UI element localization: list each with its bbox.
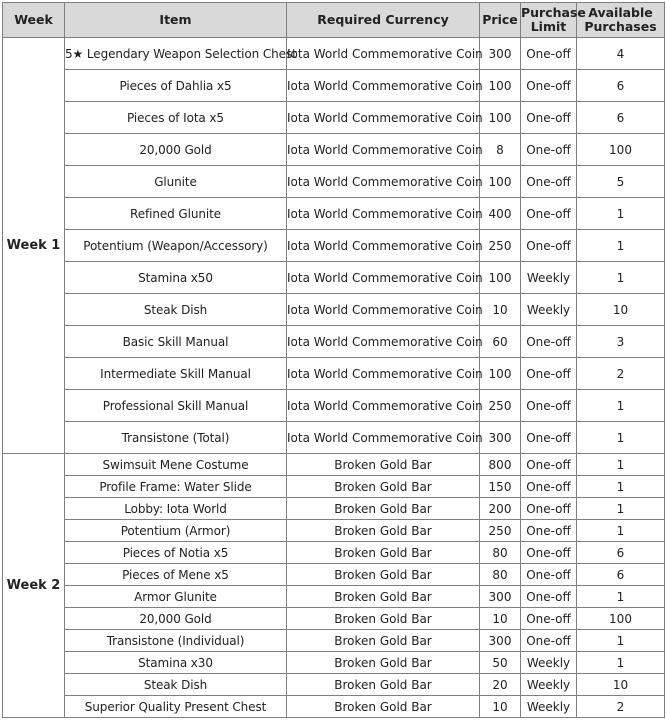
price-cell: 400 [480,198,521,230]
header-week: Week [3,3,65,38]
available-cell: 1 [577,390,665,422]
available-cell: 100 [577,608,665,630]
price-cell: 250 [480,230,521,262]
item-cell: Pieces of Iota x5 [65,102,287,134]
table-row [3,70,665,102]
table-row [3,586,665,608]
item-cell: Transistone (Total) [65,422,287,454]
limit-cell: Weekly [521,674,577,696]
table-row [3,476,665,498]
header-available-line2: Purchases [584,19,657,34]
item-cell: Steak Dish [65,674,287,696]
table-row [3,674,665,696]
table-row [3,134,665,166]
item-cell: Intermediate Skill Manual [65,358,287,390]
currency-cell: Broken Gold Bar [287,520,480,542]
price-cell: 8 [480,134,521,166]
limit-cell: One-off [521,198,577,230]
currency-cell: Iota World Commemorative Coin [287,38,480,70]
item-cell: Superior Quality Present Chest [65,696,287,718]
available-cell: 1 [577,262,665,294]
currency-cell: Iota World Commemorative Coin [287,262,480,294]
limit-cell: One-off [521,70,577,102]
available-cell: 3 [577,326,665,358]
limit-cell: One-off [521,608,577,630]
available-cell: 1 [577,454,665,476]
header-limit [521,3,586,38]
available-cell: 1 [577,498,665,520]
limit-cell: One-off [521,326,577,358]
price-cell: 10 [480,294,521,326]
price-cell: 150 [480,476,521,498]
item-cell: Lobby: Iota World [65,498,287,520]
price-cell: 80 [480,542,521,564]
limit-cell: One-off [521,134,577,166]
table-row [3,326,665,358]
available-cell: 100 [577,134,665,166]
table-row [3,542,665,564]
item-cell: 20,000 Gold [65,134,287,166]
item-cell: Transistone (Individual) [65,630,287,652]
available-cell: 10 [577,674,665,696]
limit-cell: One-off [521,586,577,608]
item-cell: Profile Frame: Water Slide [65,476,287,498]
price-cell: 10 [480,608,521,630]
limit-cell: One-off [521,358,577,390]
table-row [3,358,665,390]
currency-cell: Iota World Commemorative Coin [287,134,480,166]
item-cell: Pieces of Notia x5 [65,542,287,564]
price-cell: 300 [480,422,521,454]
header-available [577,3,665,38]
item-cell: 5★ Legendary Weapon Selection Chest [65,38,287,70]
currency-cell: Iota World Commemorative Coin [287,230,480,262]
currency-cell: Broken Gold Bar [287,498,480,520]
table-row [3,102,665,134]
currency-cell: Iota World Commemorative Coin [287,70,480,102]
price-cell: 60 [480,326,521,358]
available-cell: 10 [577,294,665,326]
price-cell: 100 [480,358,521,390]
price-cell: 250 [480,390,521,422]
limit-cell: One-off [521,102,577,134]
currency-cell: Iota World Commemorative Coin [287,422,480,454]
table-row [3,564,665,586]
week-label: Week 2 [3,454,65,718]
available-cell: 1 [577,630,665,652]
price-cell: 80 [480,564,521,586]
header-limit-line2: Limit [530,19,567,34]
header-currency: Required Currency [287,3,480,38]
week-1-group [3,38,665,454]
available-cell: 1 [577,586,665,608]
item-cell: Potentium (Weapon/Accessory) [65,230,287,262]
currency-cell: Broken Gold Bar [287,652,480,674]
currency-cell: Broken Gold Bar [287,630,480,652]
item-cell: Pieces of Dahlia x5 [65,70,287,102]
currency-cell: Broken Gold Bar [287,564,480,586]
limit-cell: Weekly [521,696,577,718]
table-row [3,652,665,674]
limit-cell: One-off [521,476,577,498]
item-cell: 20,000 Gold [65,608,287,630]
item-cell: Armor Glunite [65,586,287,608]
limit-cell: One-off [521,422,577,454]
price-cell: 300 [480,38,521,70]
price-cell: 200 [480,498,521,520]
table-row [3,198,665,230]
header-limit-line1: Purchase [521,5,586,20]
price-cell: 100 [480,102,521,134]
currency-cell: Iota World Commemorative Coin [287,294,480,326]
price-cell: 800 [480,454,521,476]
currency-cell: Broken Gold Bar [287,542,480,564]
week-label: Week 1 [3,38,65,454]
table-row [3,230,665,262]
table-row [3,294,665,326]
header-available-line1: Available [588,5,653,20]
item-cell: Steak Dish [65,294,287,326]
table-row [3,630,665,652]
available-cell: 2 [577,696,665,718]
currency-cell: Broken Gold Bar [287,454,480,476]
table-row [3,390,665,422]
table-row [3,696,665,718]
limit-cell: Weekly [521,294,577,326]
table-row [3,422,665,454]
limit-cell: One-off [521,564,577,586]
week-2-group [3,454,665,718]
available-cell: 4 [577,38,665,70]
available-cell: 1 [577,230,665,262]
available-cell: 1 [577,652,665,674]
limit-cell: One-off [521,454,577,476]
shop-table [2,2,665,718]
currency-cell: Iota World Commemorative Coin [287,198,480,230]
available-cell: 6 [577,70,665,102]
available-cell: 6 [577,564,665,586]
price-cell: 250 [480,520,521,542]
item-cell: Swimsuit Mene Costume [65,454,287,476]
price-cell: 20 [480,674,521,696]
header-price: Price [480,3,521,38]
currency-cell: Broken Gold Bar [287,586,480,608]
table-row [3,454,665,476]
limit-cell: One-off [521,498,577,520]
price-cell: 100 [480,70,521,102]
price-cell: 300 [480,630,521,652]
limit-cell: One-off [521,166,577,198]
price-cell: 50 [480,652,521,674]
table-row [3,608,665,630]
item-cell: Professional Skill Manual [65,390,287,422]
item-cell: Pieces of Mene x5 [65,564,287,586]
limit-cell: One-off [521,542,577,564]
currency-cell: Broken Gold Bar [287,476,480,498]
available-cell: 1 [577,520,665,542]
item-cell: Potentium (Armor) [65,520,287,542]
table-header [3,3,665,38]
table-row [3,498,665,520]
item-cell: Refined Glunite [65,198,287,230]
available-cell: 6 [577,102,665,134]
currency-cell: Iota World Commemorative Coin [287,390,480,422]
limit-cell: Weekly [521,262,577,294]
available-cell: 1 [577,422,665,454]
price-cell: 10 [480,696,521,718]
limit-cell: One-off [521,38,577,70]
currency-cell: Broken Gold Bar [287,696,480,718]
limit-cell: Weekly [521,652,577,674]
available-cell: 2 [577,358,665,390]
limit-cell: One-off [521,520,577,542]
table-row [3,262,665,294]
price-cell: 300 [480,586,521,608]
item-cell: Glunite [65,166,287,198]
available-cell: 6 [577,542,665,564]
table-row [3,166,665,198]
price-cell: 100 [480,166,521,198]
available-cell: 5 [577,166,665,198]
limit-cell: One-off [521,230,577,262]
available-cell: 1 [577,476,665,498]
currency-cell: Iota World Commemorative Coin [287,102,480,134]
header-item: Item [65,3,287,38]
currency-cell: Iota World Commemorative Coin [287,166,480,198]
item-cell: Stamina x30 [65,652,287,674]
limit-cell: One-off [521,390,577,422]
item-cell: Basic Skill Manual [65,326,287,358]
currency-cell: Iota World Commemorative Coin [287,326,480,358]
item-cell: Stamina x50 [65,262,287,294]
available-cell: 1 [577,198,665,230]
currency-cell: Broken Gold Bar [287,608,480,630]
price-cell: 100 [480,262,521,294]
limit-cell: One-off [521,630,577,652]
currency-cell: Iota World Commemorative Coin [287,358,480,390]
currency-cell: Broken Gold Bar [287,674,480,696]
table-row [3,38,665,70]
table-row [3,520,665,542]
